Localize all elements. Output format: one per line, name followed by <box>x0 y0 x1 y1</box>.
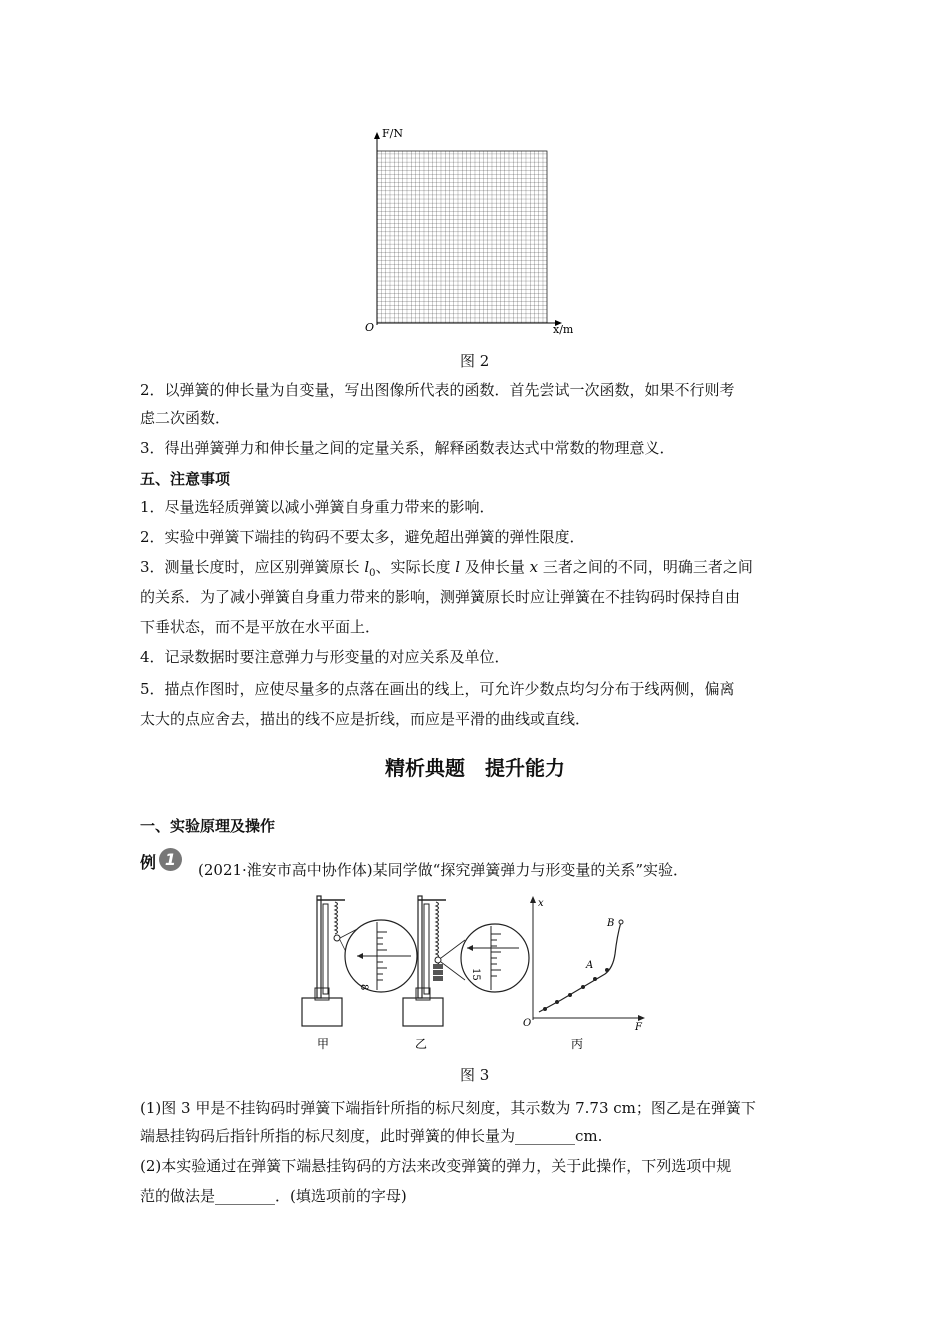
apparatus-jia <box>302 896 345 1026</box>
scale-reading-yi: 15 <box>470 968 481 981</box>
graph-point-a: A <box>586 960 594 971</box>
x-axis-label: x/m <box>553 323 574 336</box>
note-1: 1．尽量选轻质弹簧以减小弹簧自身重力带来的影响． <box>140 498 495 516</box>
graph-x-label: F <box>635 1022 642 1033</box>
graph-point-b: B <box>607 918 615 929</box>
note-2: 2．实验中弹簧下端挂的钩码不要太多，避免超出弹簧的弹性限度． <box>140 528 585 546</box>
note-4: 4．记录数据时要注意弹力与形变量的对应关系及单位． <box>140 648 510 666</box>
step-2-line2: 虑二次函数． <box>140 409 231 427</box>
question-2-line2: 范的做法是________．(填选项前的字母) <box>140 1187 407 1205</box>
graph-y-label: x <box>538 898 544 909</box>
label-yi: 乙 <box>415 1037 428 1051</box>
section-title: 精析典题 提升能力 <box>385 756 565 780</box>
figure3-apparatus <box>295 888 655 1058</box>
zoom-circle-jia <box>340 920 417 992</box>
note-5-line2: 太大的点应舍去，描出的线不应是折线，而应是平滑的曲线或直线． <box>140 710 591 728</box>
graph-bing <box>523 896 645 1033</box>
step-3: 3．得出弹簧弹力和伸长量之间的定量关系，解释函数表达式中常数的物理意义． <box>140 439 675 457</box>
step-2-line1: 2．以弹簧的伸长量为自变量，写出图像所代表的函数．首先尝试一次函数，如果不行则考 <box>140 381 735 399</box>
note-5-line1: 5．描点作图时，应使尽量多的点落在画出的线上，可允许少数点均匀分布于线两侧，偏离 <box>140 680 735 698</box>
note-3-line3: 下垂状态，而不是平放在水平面上． <box>140 618 381 636</box>
graph-origin: O <box>523 1018 532 1029</box>
label-bing: 丙 <box>571 1037 584 1051</box>
question-2-line1: (2)本实验通过在弹簧下端悬挂钩码的方法来改变弹簧的弹力，关于此操作，下列选项中规 <box>140 1157 732 1175</box>
question-1-line2: 端悬挂钩码后指针所指的标尺刻度，此时弹簧的伸长量为________cm. <box>140 1127 603 1145</box>
note-3-line2: 的关系．为了减小弹簧自身重力带来的影响，测弹簧原长时应让弹簧在不挂钩码时保持自由 <box>140 588 741 606</box>
figure2-grid-graph <box>360 125 590 340</box>
notes-heading: 五、注意事项 <box>140 470 231 488</box>
scale-reading-jia: 8 <box>358 984 369 991</box>
figure3-caption: 图 3 <box>460 1066 490 1084</box>
grid-area <box>377 151 547 323</box>
example-label: 例 <box>140 853 157 872</box>
example-number-badge: 1 <box>159 848 182 871</box>
question-1-line1: (1)图 3 甲是不挂钩码时弹簧下端指针所指的标尺刻度，其示数为 7.73 cm；图乙是在弹簧下 <box>140 1099 756 1117</box>
figure2-caption: 图 2 <box>460 352 490 370</box>
origin-label: O <box>365 321 375 334</box>
part1-heading: 一、实验原理及操作 <box>140 817 276 835</box>
example-intro: (2021·淮安市高中协作体)某同学做“探究弹簧弹力与形变量的关系”实验． <box>198 861 688 879</box>
y-axis-label: F/N <box>382 127 403 140</box>
note-3-line1: 3．测量长度时，应区别弹簧原长 $l_0$、实际长度 l 及伸长量 x 三者之间的不同，明确三者之间 <box>140 558 753 579</box>
zoom-circle-yi <box>441 924 529 992</box>
label-jia: 甲 <box>317 1037 330 1051</box>
